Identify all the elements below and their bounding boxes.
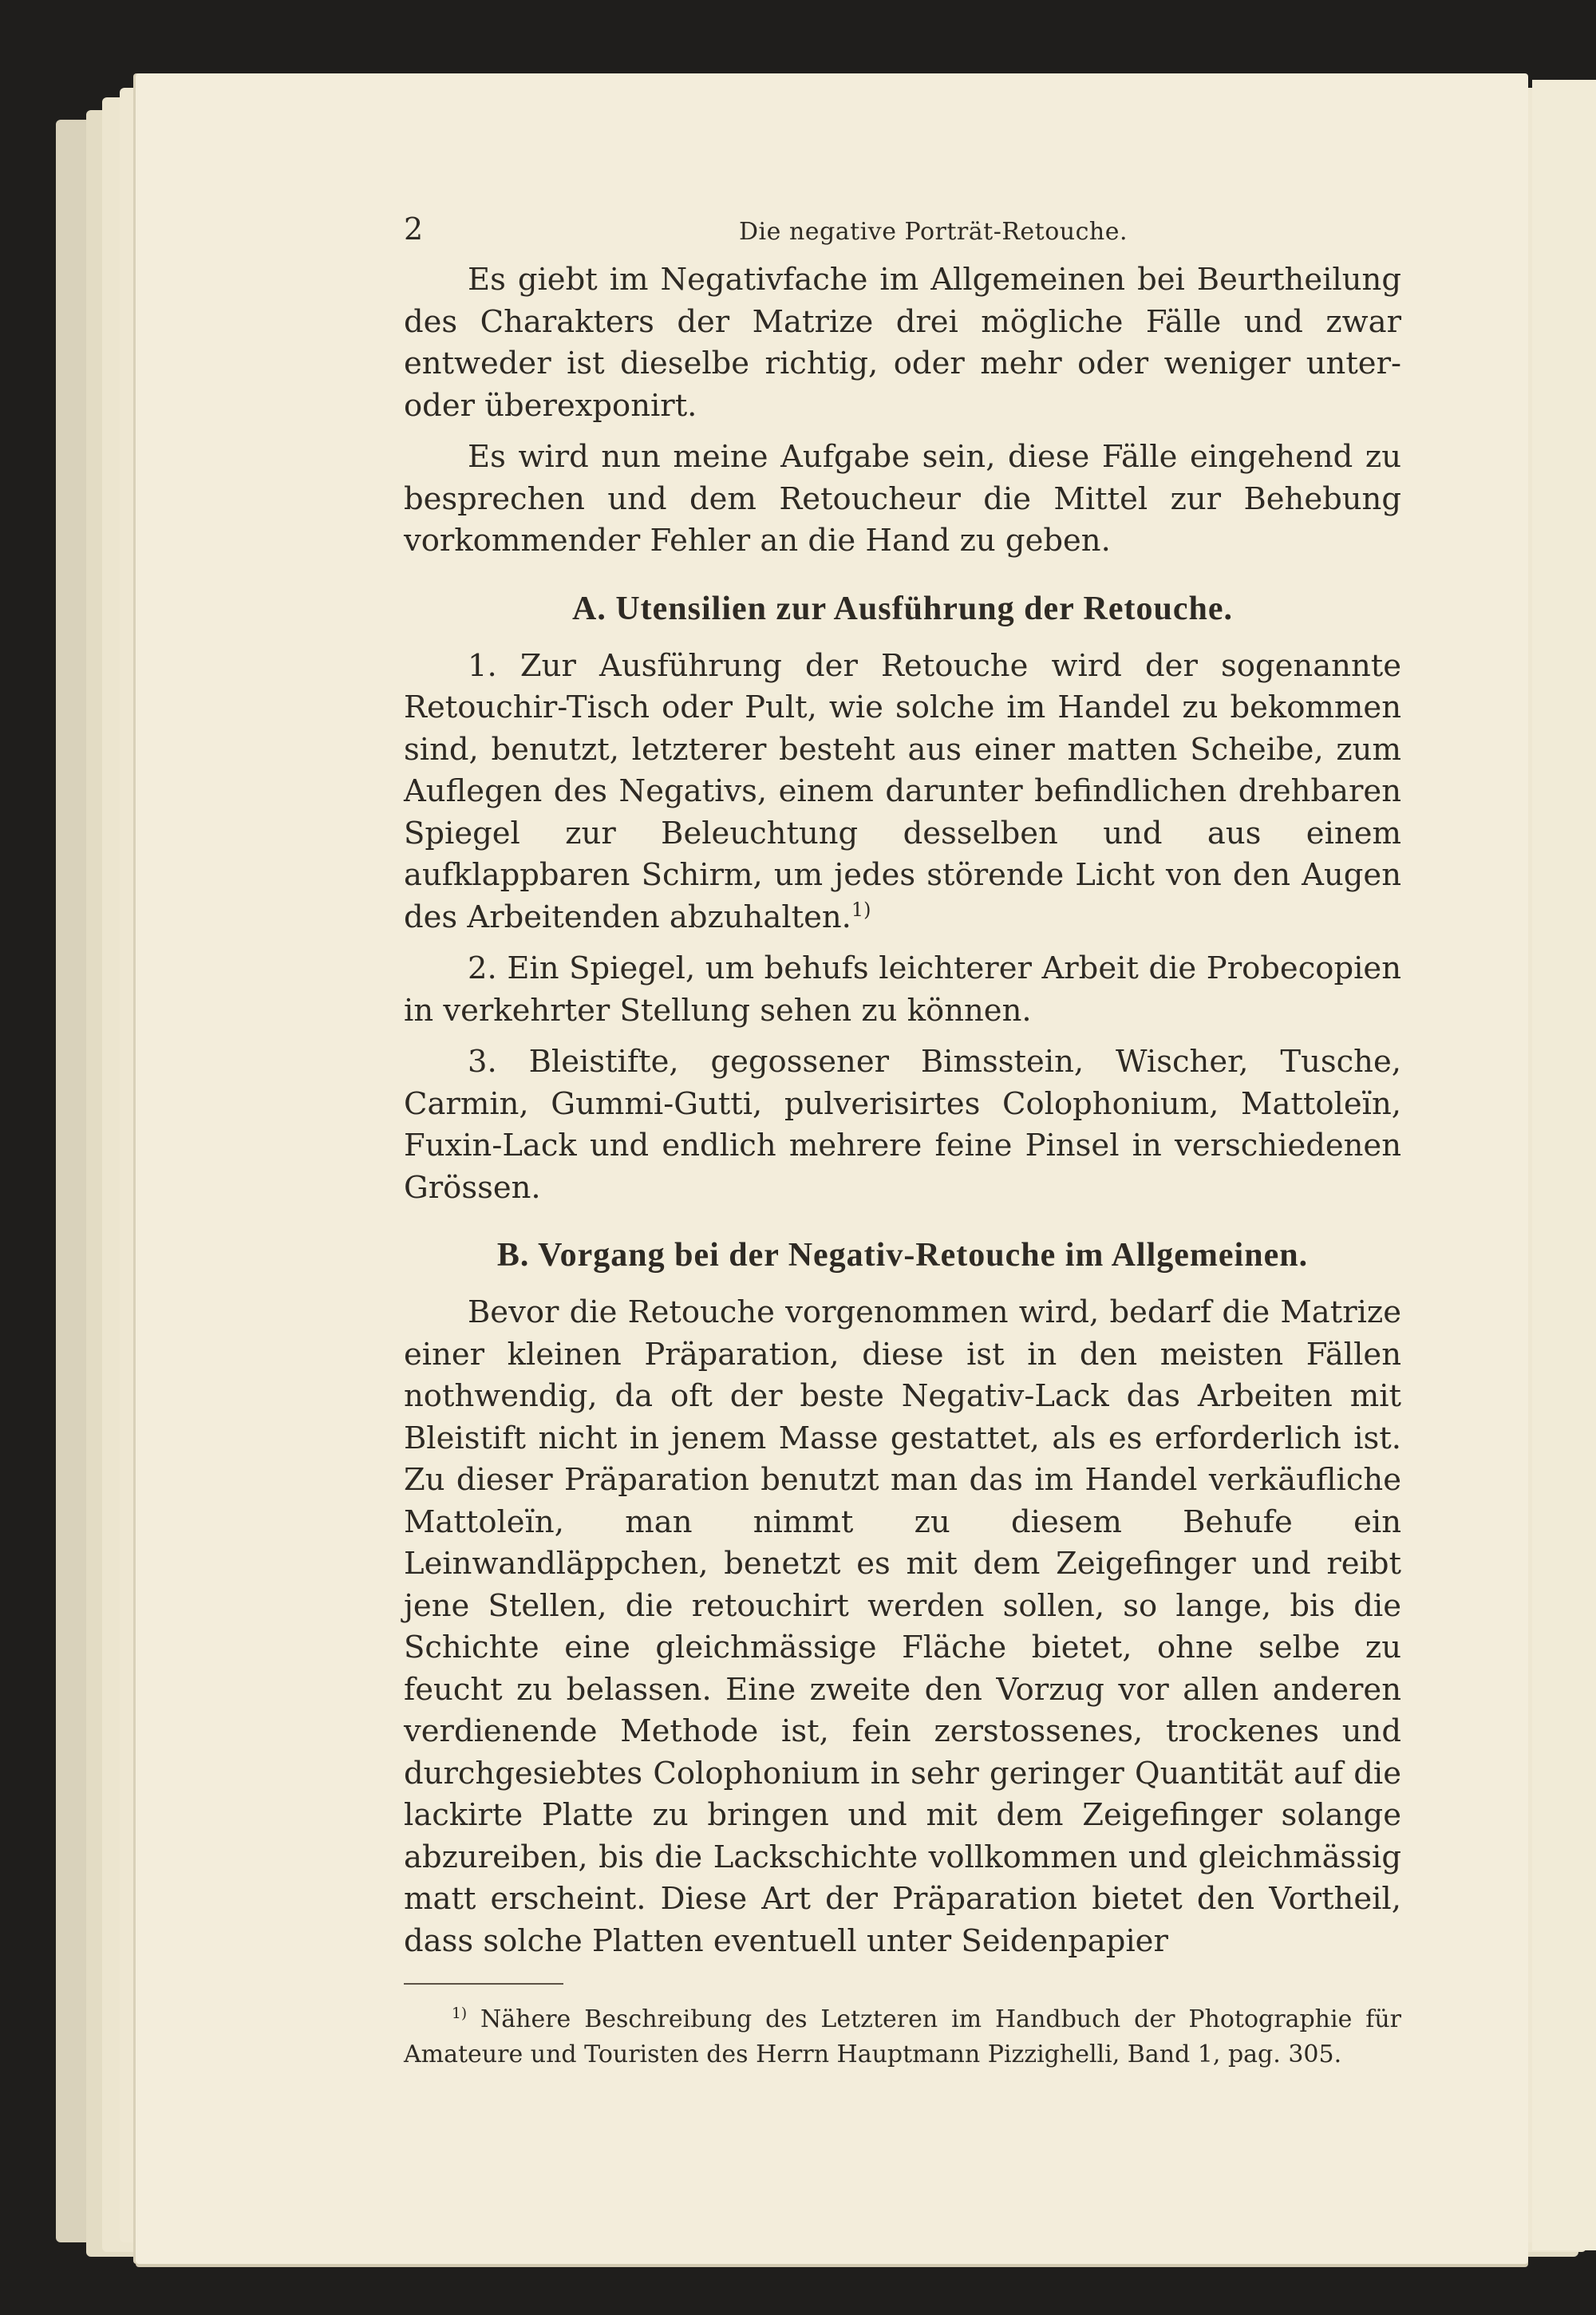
footnote-reference: 1) xyxy=(851,898,871,921)
running-title: Die negative Porträt-Retouche. xyxy=(739,218,1128,246)
section-a-item-3: 3. Bleistifte, gegossener Bimsstein, Wischer, Tusche, Carmin, Gummi-Gutti, pulverisirtes Colophonium, Mattoleïn, Fuxin-Lack und endlich mehrere feine Pinsel in verschiedenen Grössen. xyxy=(404,1044,1401,1206)
footnote-divider xyxy=(404,1983,563,1985)
intro-paragraph-1: Es giebt im Negativfache im Allgemeinen bei Beurtheilung des Charakters der Matrize drei mögliche Fälle und zwar entweder ist dieselbe richtig, oder mehr oder weniger unter- oder überexponirt. xyxy=(404,262,1401,424)
facing-page-edge xyxy=(1532,80,1596,2250)
page-content xyxy=(270,203,1403,2072)
page-header xyxy=(270,203,1403,259)
section-a-item-1 xyxy=(404,646,1401,939)
footnote-text: Nähere Beschreibung des Letzteren im Handbuch der Photographie für Amateure und Touristen des Herrn Hauptmann Pizzighelli, Band 1, pag. 305. xyxy=(404,2005,1401,2068)
item-1-text: 1. Zur Ausführung der Retouche wird der sogenannte Retouchir-Tisch oder Pult, wie solche im Handel zu bekommen sind, benutzt, letzterer besteht aus einer matten Scheibe, zum Auflegen des Negativs, einem darunter befindlichen drehbaren Spiegel zur Beleuchtung desselben und aus einem aufklappbaren Schirm, um jedes störende Licht von den Augen des Arbeitenden abzuhalten. xyxy=(404,647,1401,935)
footnote-marker: 1) xyxy=(452,2005,468,2022)
intro-paragraph-2: Es wird nun meine Aufgabe sein, diese Fälle eingehend zu besprechen und dem Retoucheur die Mittel zur Behebung vorkommender Fehler an die Hand zu geben. xyxy=(404,439,1401,559)
page-number: 2 xyxy=(404,211,424,247)
section-b-heading: B. Vorgang bei der Negativ-Retouche im Allgemeinen. xyxy=(496,1237,1309,1274)
section-a-heading: A. Utensilien zur Ausführung der Retouche. xyxy=(571,590,1233,627)
section-b-paragraph: Bevor die Retouche vorgenommen wird, bedarf die Matrize einer kleinen Präparation, diese ist in den meisten Fällen nothwendig, da oft der beste Negativ-Lack das Arbeiten mit Bleistift nicht in jenem Masse gestattet, als es erforderlich ist. Zu dieser Präparation benutzt man das im Handel verkäufliche Mattoleïn, man nimmt zu diesem Behufe ein Leinwandläppchen, benetzt es mit dem Zeigefinger und reibt jene Stellen, die retouchirt werden sollen, so lange, bis die Schichte eine gleichmässige Fläche bietet, ohne selbe zu feucht zu belassen. Eine zweite den Vorzug vor allen anderen verdienende Methode ist, fein zerstossenes, trockenes und durchgesiebtes Colophonium in sehr geringer Quantität auf die lackirte Platte zu bringen und mit dem Zeigefinger solange abzureiben, bis die Lackschichte vollkommen und gleichmässig matt erscheint. Diese Art der Präparation bietet den Vortheil, dass solche Platten eventuell unter Seidenpapier xyxy=(404,1294,1401,1959)
footnote xyxy=(404,2002,1401,2072)
section-a-item-2: 2. Ein Spiegel, um behufs leichterer Arbeit die Probecopien in verkehrter Stellung sehen zu können. xyxy=(404,950,1401,1029)
